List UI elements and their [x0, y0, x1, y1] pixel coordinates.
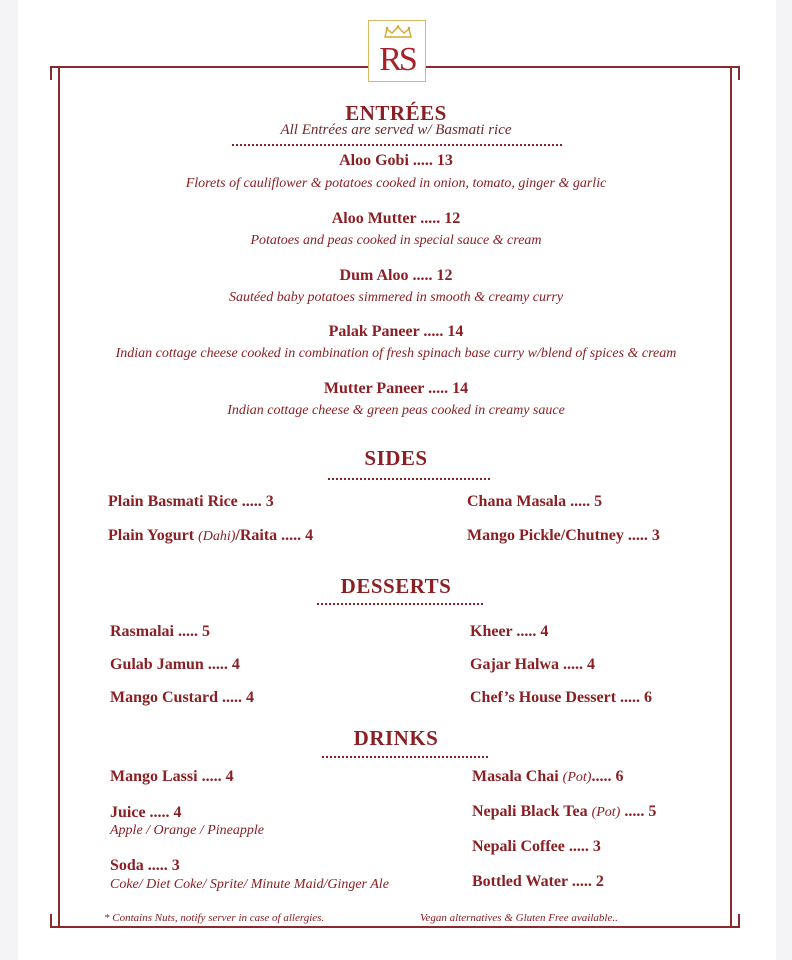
dessert-item: Chef’s House Dessert ..... 6	[470, 689, 653, 706]
entrees-subtitle: All Entrées are served w/ Basmati rice	[280, 122, 512, 138]
drink-item-price: ..... 6	[591, 768, 624, 785]
side-item: Plain Basmati Rice ..... 3	[108, 493, 274, 510]
frame-corner	[726, 66, 740, 80]
drink-item: Soda ..... 3	[110, 857, 180, 874]
drink-item: Nepali Coffee ..... 3	[472, 838, 601, 855]
frame-corner	[726, 914, 740, 928]
drink-item: Juice ..... 4	[110, 804, 182, 821]
entree-name: Dum Aloo ..... 12	[339, 267, 453, 284]
entree-name: Aloo Gobi ..... 13	[339, 152, 453, 169]
entree-description: Potatoes and peas cooked in special sauce & cream	[250, 233, 542, 248]
drink-item-note: (Pot)	[591, 805, 621, 820]
section-divider	[322, 756, 488, 758]
side-item: Chana Masala ..... 5	[467, 493, 603, 510]
drink-item-note: (Pot)	[562, 770, 592, 785]
drink-item-name: Nepali Black Tea	[472, 803, 592, 820]
desserts-heading: DESSERTS	[340, 574, 452, 598]
dessert-item: Kheer ..... 4	[470, 623, 549, 640]
crown-icon	[383, 25, 413, 39]
drink-item: Bottled Water ..... 2	[472, 873, 604, 890]
frame-corner	[50, 914, 64, 928]
vegan-note: Vegan alternatives & Gluten Free available..	[420, 912, 618, 924]
drinks-heading: DRINKS	[353, 726, 439, 750]
logo-monogram: RS	[379, 41, 415, 78]
drink-description: Coke/ Diet Coke/ Sprite/ Minute Maid/Ginger Ale	[110, 877, 389, 892]
entree-description: Indian cottage cheese & green peas cooked in creamy sauce	[227, 403, 565, 418]
dessert-item: Rasmalai ..... 5	[110, 623, 210, 640]
allergy-note: * Contains Nuts, notify server in case of allergies.	[104, 912, 325, 924]
entree-name: Aloo Mutter ..... 12	[331, 210, 461, 227]
drink-item: Mango Lassi ..... 4	[110, 768, 234, 785]
sides-heading: SIDES	[364, 446, 428, 470]
section-divider	[317, 603, 483, 605]
side-item-name: Plain Yogurt	[108, 527, 199, 544]
drink-item	[472, 768, 623, 786]
drink-description: Apple / Orange / Pineapple	[110, 823, 264, 838]
side-item-note: (Dahi)	[198, 529, 236, 544]
frame-corner	[50, 66, 64, 80]
dessert-item: Gulab Jamun ..... 4	[110, 656, 240, 673]
side-item: Mango Pickle/Chutney ..... 3	[467, 527, 660, 544]
entree-description: Florets of cauliflower & potatoes cooked in onion, tomato, ginger & garlic	[185, 176, 607, 191]
side-item-price: /Raita ..... 4	[235, 527, 314, 544]
section-divider	[232, 144, 562, 146]
entree-description: Sautéed baby potatoes simmered in smooth & creamy curry	[228, 290, 564, 305]
drink-item	[472, 803, 656, 821]
section-divider	[328, 478, 490, 480]
side-item	[108, 527, 313, 545]
restaurant-logo	[368, 20, 426, 82]
drink-item-price: ..... 5	[620, 803, 657, 820]
dessert-item: Gajar Halwa ..... 4	[470, 656, 596, 673]
entree-description: Indian cottage cheese cooked in combination of fresh spinach base curry w/blend of spices & cream	[115, 346, 677, 361]
dessert-item: Mango Custard ..... 4	[110, 689, 255, 706]
drink-item-name: Masala Chai	[472, 768, 563, 785]
entrees-heading: ENTRÉES	[345, 101, 447, 125]
entree-name: Palak Paneer ..... 14	[328, 323, 464, 340]
entree-name: Mutter Paneer ..... 14	[323, 380, 469, 397]
